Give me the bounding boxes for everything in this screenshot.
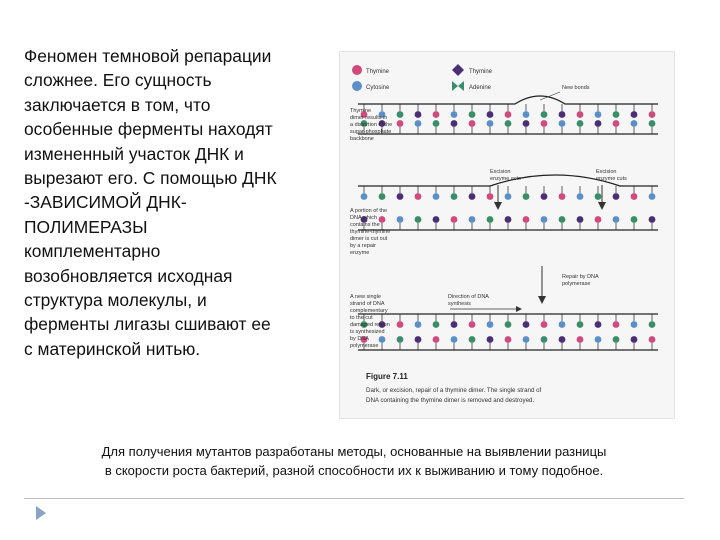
annotation-repair: polymerase <box>562 281 591 287</box>
main-text-line: заключается в том, что <box>24 94 211 115</box>
annotation-new-strand: damaged region <box>350 322 390 328</box>
base-icon <box>649 336 656 343</box>
base-icon <box>487 111 494 118</box>
base-icon <box>577 193 584 200</box>
main-text-line: Феномен темновой репарации <box>24 46 272 66</box>
base-icon <box>577 336 584 343</box>
annotation-direction: Direction of DNA <box>448 294 489 300</box>
annotation-excision-right: Excision <box>596 169 617 175</box>
base-icon <box>541 336 548 343</box>
base-icon <box>631 216 638 223</box>
base-icon <box>469 336 476 343</box>
annotation-portion: thymine-thymine <box>350 229 391 235</box>
base-icon <box>631 193 638 200</box>
base-icon <box>523 193 530 200</box>
arrow-head <box>598 202 606 210</box>
main-text-line: с материнской нитью. <box>24 338 201 359</box>
annotation-new-strand: to the cut <box>350 315 373 321</box>
annotation-portion: by a repair <box>350 243 376 249</box>
base-icon <box>451 321 458 328</box>
direction-arrow-head <box>516 306 522 312</box>
annotation-dimer: a distortion of the <box>350 122 393 128</box>
base-icon <box>631 321 638 328</box>
base-icon <box>397 111 404 118</box>
annotation-repair: Repair by DNA <box>562 274 599 280</box>
annotation-new-strand: is synthesized <box>350 329 385 335</box>
base-icon <box>469 193 476 200</box>
base-icon <box>451 193 458 200</box>
base-icon <box>613 120 620 127</box>
base-icon <box>397 336 404 343</box>
base-icon <box>523 111 530 118</box>
figure-label: Figure 7.11 <box>366 372 408 381</box>
base-icon <box>595 216 602 223</box>
legend-label: Thymine <box>366 69 390 75</box>
base-icon <box>577 321 584 328</box>
triangle-right-icon[interactable] <box>36 506 46 520</box>
base-icon <box>397 216 404 223</box>
base-icon <box>361 193 368 200</box>
figure-caption-line: Dark, or excision, repair of a thymine dimer. The single strand of <box>366 387 542 394</box>
base-icon <box>595 111 602 118</box>
main-text-line: возобновляется исходная <box>24 265 233 286</box>
base-icon <box>649 321 656 328</box>
annotation-portion: enzyme <box>350 250 370 256</box>
base-icon <box>577 120 584 127</box>
annotation-dimer: backbone <box>350 136 374 142</box>
main-text-line: ПОЛИМЕРАЗЫ <box>24 216 148 237</box>
main-text-line: структура молекулы, и <box>24 290 207 311</box>
base-icon <box>631 336 638 343</box>
legend-label: Thymine <box>469 69 493 75</box>
base-icon <box>613 336 620 343</box>
base-icon <box>487 336 494 343</box>
base-icon <box>433 336 440 343</box>
annotation-new-strand: complementary <box>350 308 388 314</box>
base-icon <box>649 193 656 200</box>
legend-label: Adenine <box>469 85 492 91</box>
base-icon <box>541 216 548 223</box>
base-icon <box>577 216 584 223</box>
adenine-icon <box>452 81 464 91</box>
annotation-new-bonds: New bonds <box>562 85 590 91</box>
legend-label: Cytosine <box>366 85 390 91</box>
base-icon <box>469 120 476 127</box>
base-icon <box>415 111 422 118</box>
base-icon <box>487 216 494 223</box>
base-icon <box>613 111 620 118</box>
base-icon <box>505 193 512 200</box>
base-icon <box>487 120 494 127</box>
main-text-line: вырезают его. С помощью ДНК <box>24 168 277 189</box>
base-icon <box>487 193 494 200</box>
base-icon <box>523 321 530 328</box>
base-icon <box>577 111 584 118</box>
base-icon <box>415 216 422 223</box>
base-icon <box>505 321 512 328</box>
cytosine-icon <box>352 81 362 91</box>
annotation-new-strand: strand of DNA <box>350 301 385 307</box>
base-icon <box>559 216 566 223</box>
base-icon <box>541 120 548 127</box>
legend <box>352 64 493 91</box>
base-icon <box>451 120 458 127</box>
annotation-direction: synthesis <box>448 301 471 307</box>
base-icon <box>559 111 566 118</box>
base-icon <box>541 111 548 118</box>
legend-item-thymine-purple <box>452 64 493 76</box>
base-icon <box>595 336 602 343</box>
base-icon <box>523 336 530 343</box>
main-text-line: ферменты лигазы сшивают ее <box>24 314 271 335</box>
base-icon <box>595 120 602 127</box>
base-icon <box>505 336 512 343</box>
caption-line: в скорости роста бактерий, разной способности их к выживанию и тому подобное. <box>104 463 604 478</box>
thymine-pink-icon <box>352 65 362 75</box>
base-icon <box>631 111 638 118</box>
base-icon <box>541 193 548 200</box>
base-icon <box>505 120 512 127</box>
annotation-new-strand: by DNA <box>350 336 369 342</box>
legend-item-cytosine <box>352 81 390 91</box>
annotation-dimer: sugar-phosphate <box>350 129 392 135</box>
base-icon <box>613 193 620 200</box>
base-icon <box>505 216 512 223</box>
base-icon <box>595 193 602 200</box>
main-text-line: измененный участок ДНК и <box>24 143 244 164</box>
annotation-new-strand: polymerase <box>350 343 379 349</box>
base-icon <box>433 120 440 127</box>
base-icon <box>415 321 422 328</box>
annotation-portion: dimer is cut out <box>350 236 388 242</box>
legend-item-thymine-pink <box>352 65 390 75</box>
arrow-head <box>538 296 546 304</box>
base-icon <box>451 336 458 343</box>
annotation-new-strand: A new single <box>350 294 381 300</box>
annotation-portion: A portion of the <box>350 208 387 214</box>
main-text-line: -ЗАВИСИМОЙ ДНК- <box>24 192 187 213</box>
base-icon <box>613 321 620 328</box>
base-icon <box>433 321 440 328</box>
sugar-phosphate-backbone <box>358 96 658 104</box>
base-icon <box>523 120 530 127</box>
base-icon <box>451 216 458 223</box>
main-text <box>24 44 324 361</box>
base-icon <box>433 216 440 223</box>
caption-line: Для получения мутантов разработаны методы, основанные на выявлении разницы <box>101 444 607 459</box>
base-icon <box>559 336 566 343</box>
main-text-line: сложнее. Его сущность <box>24 70 212 91</box>
bottom-caption <box>24 442 684 480</box>
base-icon <box>469 216 476 223</box>
annotation-dimer: Thymine <box>350 108 372 114</box>
base-icon <box>631 120 638 127</box>
base-icon <box>487 321 494 328</box>
arrow-head <box>494 202 502 210</box>
base-icon <box>415 120 422 127</box>
base-icon <box>559 321 566 328</box>
base-icon <box>469 321 476 328</box>
figure-caption-line: DNA containing the thymine dimer is removed and destroyed. <box>366 397 535 404</box>
base-icon <box>397 321 404 328</box>
base-icon <box>415 193 422 200</box>
figure-caption <box>366 372 542 404</box>
base-icon <box>379 193 386 200</box>
base-icon <box>559 193 566 200</box>
base-icon <box>451 111 458 118</box>
annotation-excision-left: Excision <box>490 169 511 175</box>
annotation-dimer: dimer results in <box>350 115 388 121</box>
base-icon <box>433 193 440 200</box>
base-icon <box>649 216 656 223</box>
base-icon <box>541 321 548 328</box>
annotation-excision-left: enzyme acts <box>490 176 521 182</box>
dna-repair-diagram <box>340 52 674 418</box>
base-icon <box>379 336 386 343</box>
base-icon <box>433 111 440 118</box>
base-icon <box>613 216 620 223</box>
base-icon <box>523 216 530 223</box>
base-icon <box>505 111 512 118</box>
base-icon <box>469 111 476 118</box>
annotation-excision-right: enzyme cuts <box>596 176 627 182</box>
dna-repair-figure <box>339 51 675 419</box>
base-icon <box>559 120 566 127</box>
legend-item-adenine <box>452 81 492 91</box>
thymine-purple-icon <box>452 64 464 76</box>
base-icon <box>595 321 602 328</box>
main-text-line: комплементарно <box>24 241 161 262</box>
annotation-portion: contains the <box>350 222 380 228</box>
base-icon <box>397 193 404 200</box>
base-icon <box>415 336 422 343</box>
annotation-portion: DNA which <box>350 215 377 221</box>
main-text-line: особенные ферменты находят <box>24 119 273 140</box>
base-icon <box>649 111 656 118</box>
caption-area <box>24 418 684 499</box>
dna-strands <box>358 96 658 350</box>
base-icon <box>649 120 656 127</box>
base-icon <box>397 120 404 127</box>
